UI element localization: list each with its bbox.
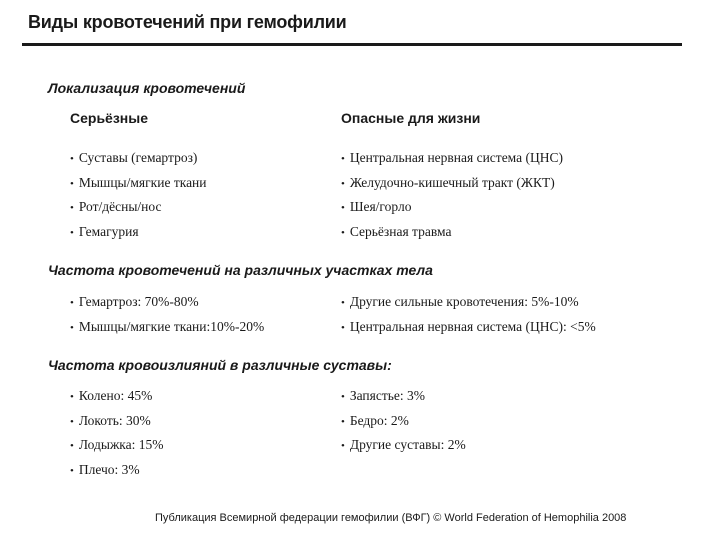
copyright-footer: Публикация Всемирной федерации гемофилии (ВФГ) © World Federation of Hemophilia 2008 <box>155 512 627 524</box>
list-item: • Другие сильные кровотечения: 5%-10% <box>341 290 596 315</box>
serious-heading: Серьёзные <box>70 110 148 126</box>
title-divider <box>22 43 682 46</box>
list-item: • Суставы (гемартроз) <box>70 146 207 171</box>
list-item: • Шея/горло <box>341 195 563 220</box>
list-item: • Запястье: 3% <box>341 384 466 409</box>
list-item: • Плечо: 3% <box>70 458 164 483</box>
page-title: Виды кровотечений при гемофилии <box>28 12 347 32</box>
frequency-joints-right-list <box>341 384 466 458</box>
list-item: • Центральная нервная система (ЦНС): <5% <box>341 315 596 340</box>
life-threatening-list <box>341 146 563 244</box>
list-item: • Бедро: 2% <box>341 409 466 434</box>
list-item: • Серьёзная травма <box>341 220 563 245</box>
list-item: • Желудочно-кишечный тракт (ЖКТ) <box>341 171 563 196</box>
list-item: • Мышцы/мягкие ткани <box>70 171 207 196</box>
localization-heading: Локализация кровотечений <box>48 80 246 96</box>
frequency-joints-left-list <box>70 384 164 482</box>
frequency-sites-right-list <box>341 290 596 339</box>
serious-list <box>70 146 207 244</box>
list-item: • Рот/дёсны/нос <box>70 195 207 220</box>
list-item: • Мышцы/мягкие ткани:10%-20% <box>70 315 264 340</box>
frequency-sites-heading: Частота кровотечений на различных участках тела <box>48 262 433 278</box>
frequency-sites-left-list <box>70 290 264 339</box>
list-item: • Гемартроз: 70%-80% <box>70 290 264 315</box>
list-item: • Локоть: 30% <box>70 409 164 434</box>
list-item: • Колено: 45% <box>70 384 164 409</box>
list-item: • Другие суставы: 2% <box>341 433 466 458</box>
frequency-joints-heading: Частота кровоизлияний в различные суставы: <box>48 357 392 373</box>
list-item: • Центральная нервная система (ЦНС) <box>341 146 563 171</box>
list-item: • Лодыжка: 15% <box>70 433 164 458</box>
list-item: • Гемагурия <box>70 220 207 245</box>
life-threatening-heading: Опасные для жизни <box>341 110 481 126</box>
